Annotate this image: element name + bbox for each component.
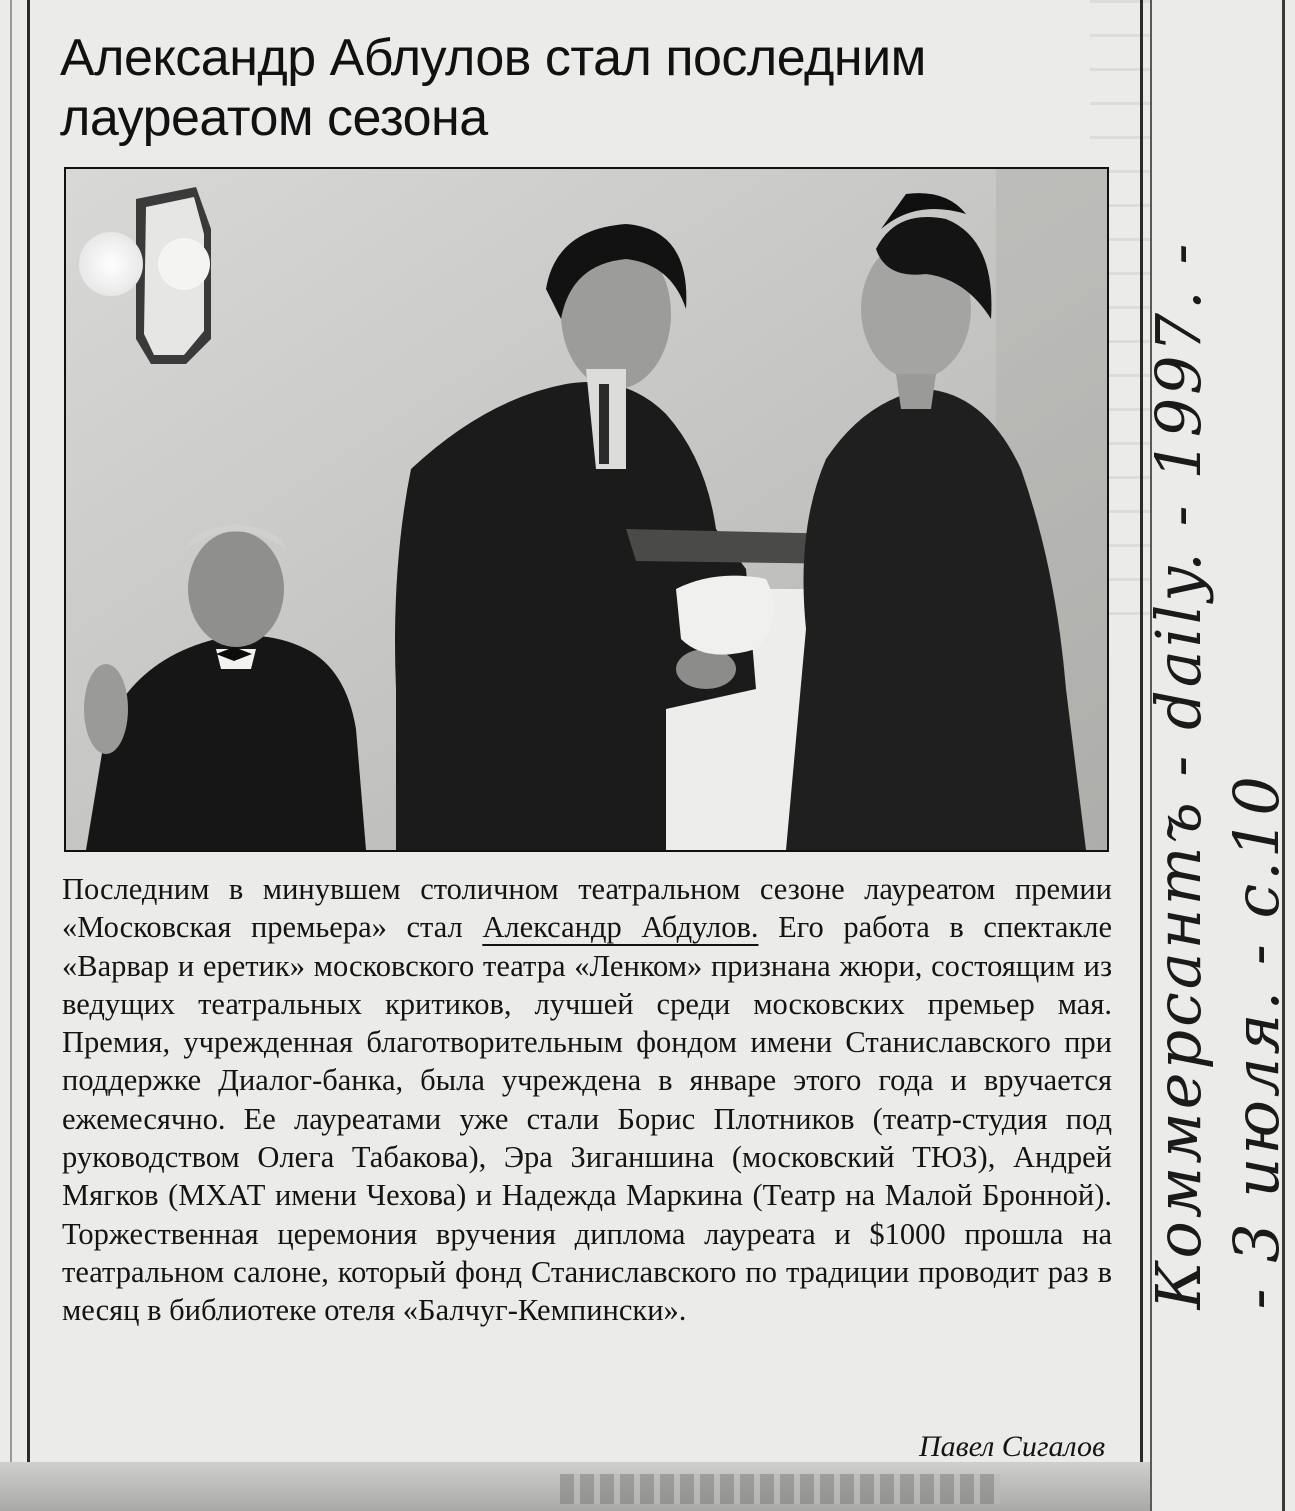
- handwritten-note-line-1: Коммерсантъ - daily. - 1997. -: [1142, 240, 1215, 1310]
- article-body: [62, 870, 1112, 1330]
- headline-line-1: Александр Аблулов стал последним: [60, 29, 926, 87]
- article-author: Павел Сигалов: [918, 1430, 1105, 1463]
- award-ceremony-photo: [66, 169, 1107, 850]
- handwritten-source-note: [1140, 241, 1295, 1310]
- article-photo: [64, 167, 1109, 852]
- highlighted-laureate-name: Александр Абдулов.: [482, 910, 759, 945]
- flower-bouquet: [676, 576, 774, 655]
- headline-line-2: лауреатом сезона: [60, 89, 488, 147]
- article-body-intro: Последним в минувшем столичном театральном сезоне лауреатом премии «Московская премьера» стал: [62, 872, 1112, 945]
- article-headline: [60, 28, 1110, 148]
- page-edge-line: [10, 0, 12, 1511]
- article-body-main: Его работа в спектакле «Варвар и еретик» московского театра «Ленком» признана жюри, состоящим из ведущих театральных критиков, лучшей среди московских премьер мая. Премия, учрежденная благотворительным фондом имени Станиславского при поддержке Диалог-банка, была учреждена в январе этого года и вручается ежемесячно. Ее лауреатами уже стали Борис Плотников (театр-студия под руководством Олега Табакова), Эра Зиганшина (московский ТЮЗ), Андрей Мягков (МХАТ имени Чехова) и Надежда Маркина (Театр на Малой Бронной). Торжественная церемония вручения диплома лауреата и $1000 прошла на театральном салоне, который фонд Станиславского по традиции проводит раз в месяц в библиотеке отеля «Балчуг-Кемпински».: [62, 910, 1112, 1328]
- clipping-left-border: [27, 0, 30, 1511]
- handwritten-note-line-2: - 3 июля. - с.10: [1220, 773, 1293, 1310]
- bottom-bleed-headline: [560, 1474, 1000, 1504]
